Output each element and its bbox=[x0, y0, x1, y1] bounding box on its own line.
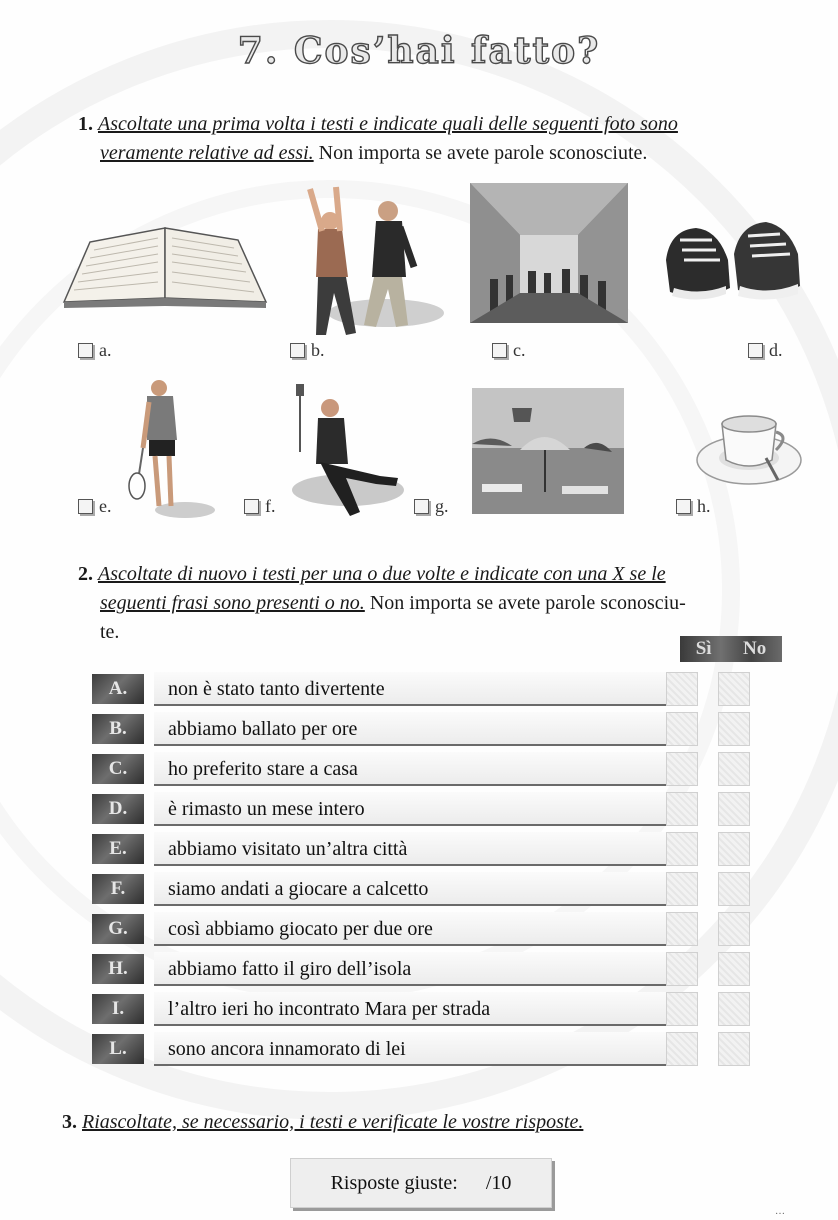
exercise-2-number: 2. bbox=[78, 563, 93, 585]
table-row bbox=[92, 992, 792, 1028]
checkbox-box[interactable] bbox=[492, 343, 507, 358]
photo-coffee-cup bbox=[694, 408, 804, 488]
row-letter: D. bbox=[92, 794, 144, 824]
row-phrase: abbiamo ballato per ore bbox=[154, 712, 684, 746]
exercise-1-underlined-2: veramente relative ad essi. bbox=[100, 142, 314, 164]
row-phrase: non è stato tanto divertente bbox=[154, 672, 684, 706]
row-letter: L. bbox=[92, 1034, 144, 1064]
photo-sneakers bbox=[660, 210, 805, 310]
answer-si-box[interactable] bbox=[666, 752, 698, 786]
checkbox-a-label: a. bbox=[99, 340, 112, 360]
row-letter: I. bbox=[92, 994, 144, 1024]
table-row bbox=[92, 952, 792, 988]
photo-tennis-player bbox=[125, 378, 215, 523]
row-phrase: abbiamo fatto il giro dell’isola bbox=[154, 952, 684, 986]
checkbox-c[interactable] bbox=[492, 340, 526, 361]
table-row bbox=[92, 712, 792, 748]
checkbox-d[interactable] bbox=[748, 340, 783, 361]
table-row bbox=[92, 1032, 792, 1068]
checkbox-box[interactable] bbox=[676, 499, 691, 514]
table-row bbox=[92, 752, 792, 788]
checkbox-box[interactable] bbox=[290, 343, 305, 358]
checkbox-b-label: b. bbox=[311, 340, 325, 360]
checkbox-a[interactable] bbox=[78, 340, 112, 361]
exercise-2-plain-2: te. bbox=[100, 621, 120, 643]
checkbox-d-label: d. bbox=[769, 340, 783, 360]
table-row bbox=[92, 792, 792, 828]
exercise-1-number: 1. bbox=[78, 113, 93, 135]
exercise-3-number: 3. bbox=[62, 1111, 77, 1133]
answer-no-box[interactable] bbox=[718, 712, 750, 746]
checkbox-f-label: f. bbox=[265, 496, 276, 516]
answer-si-box[interactable] bbox=[666, 832, 698, 866]
exercise-2-underlined-2: seguenti frasi sono presenti o no. bbox=[100, 592, 365, 614]
exercise-2-plain-1: Non importa se avete parole sconosciu- bbox=[369, 592, 686, 614]
si-no-header bbox=[680, 636, 782, 662]
checkbox-box[interactable] bbox=[78, 343, 93, 358]
photo-dancers bbox=[296, 185, 446, 350]
answer-no-box[interactable] bbox=[718, 792, 750, 826]
row-phrase: sono ancora innamorato di lei bbox=[154, 1032, 684, 1066]
checkbox-f[interactable] bbox=[244, 496, 276, 517]
checkbox-e[interactable] bbox=[78, 496, 112, 517]
exercise-3-instructions bbox=[62, 1108, 792, 1137]
table-row bbox=[92, 672, 792, 708]
answer-si-box[interactable] bbox=[666, 672, 698, 706]
row-phrase: l’altro ieri ho incontrato Mara per strada bbox=[154, 992, 684, 1026]
row-phrase: è rimasto un mese intero bbox=[154, 792, 684, 826]
answer-si-box[interactable] bbox=[666, 792, 698, 826]
checkbox-g[interactable] bbox=[414, 496, 449, 517]
exercise-2-underlined-1: Ascoltate di nuovo i testi per una o due volte e indicate con una X se le bbox=[98, 563, 666, 585]
exercise-1-plain: Non importa se avete parole sconosciute. bbox=[318, 142, 648, 164]
page-title: 7. Cos’hai fatto? bbox=[237, 30, 601, 72]
column-si: Sì bbox=[695, 638, 712, 659]
photo-gallery-hall bbox=[470, 183, 628, 323]
checkbox-box[interactable] bbox=[78, 499, 93, 514]
checkbox-box[interactable] bbox=[748, 343, 763, 358]
checkbox-g-label: g. bbox=[435, 496, 449, 516]
answer-no-box[interactable] bbox=[718, 912, 750, 946]
exercise-2-instructions bbox=[78, 560, 808, 647]
answer-si-box[interactable] bbox=[666, 1032, 698, 1066]
exercise-1-underlined-1: Ascoltate una prima volta i testi e indicate quali delle seguenti foto sono bbox=[98, 113, 678, 135]
checkbox-c-label: c. bbox=[513, 340, 526, 360]
answer-si-box[interactable] bbox=[666, 952, 698, 986]
row-letter: E. bbox=[92, 834, 144, 864]
checkbox-box[interactable] bbox=[414, 499, 429, 514]
row-letter: C. bbox=[92, 754, 144, 784]
row-phrase: abbiamo visitato un’altra città bbox=[154, 832, 684, 866]
answer-no-box[interactable] bbox=[718, 1032, 750, 1066]
photo-man-sitting-phone bbox=[290, 382, 410, 522]
row-letter: H. bbox=[92, 954, 144, 984]
checkbox-b[interactable] bbox=[290, 340, 325, 361]
table-row bbox=[92, 872, 792, 908]
checkbox-e-label: e. bbox=[99, 496, 112, 516]
row-phrase: siamo andati a giocare a calcetto bbox=[154, 872, 684, 906]
answer-no-box[interactable] bbox=[718, 872, 750, 906]
row-letter: G. bbox=[92, 914, 144, 944]
row-letter: A. bbox=[92, 674, 144, 704]
score-label: Risposte giuste: bbox=[330, 1171, 458, 1194]
exercise-3-underlined: Riascoltate, se necessario, i testi e verificate le vostre risposte. bbox=[82, 1111, 584, 1133]
answer-si-box[interactable] bbox=[666, 992, 698, 1026]
answer-si-box[interactable] bbox=[666, 912, 698, 946]
answer-no-box[interactable] bbox=[718, 952, 750, 986]
exercise-1-instructions bbox=[78, 110, 808, 168]
score-value: /10 bbox=[485, 1171, 512, 1194]
photo-dictionary bbox=[60, 222, 270, 310]
row-phrase: ho preferito stare a casa bbox=[154, 752, 684, 786]
score-box bbox=[290, 1158, 552, 1208]
column-no: No bbox=[743, 638, 767, 659]
row-phrase: così abbiamo giocato per due ore bbox=[154, 912, 684, 946]
answer-si-box[interactable] bbox=[666, 712, 698, 746]
table-row bbox=[92, 832, 792, 868]
table-row bbox=[92, 912, 792, 948]
answer-no-box[interactable] bbox=[718, 672, 750, 706]
photo-beach bbox=[472, 388, 624, 514]
answer-no-box[interactable] bbox=[718, 752, 750, 786]
checkbox-h[interactable] bbox=[676, 496, 711, 517]
answer-si-box[interactable] bbox=[666, 872, 698, 906]
answer-no-box[interactable] bbox=[718, 992, 750, 1026]
corner-mark: … bbox=[775, 1206, 785, 1217]
row-letter: F. bbox=[92, 874, 144, 904]
row-letter: B. bbox=[92, 714, 144, 744]
checkbox-h-label: h. bbox=[697, 496, 711, 516]
checkbox-box[interactable] bbox=[244, 499, 259, 514]
answer-no-box[interactable] bbox=[718, 832, 750, 866]
